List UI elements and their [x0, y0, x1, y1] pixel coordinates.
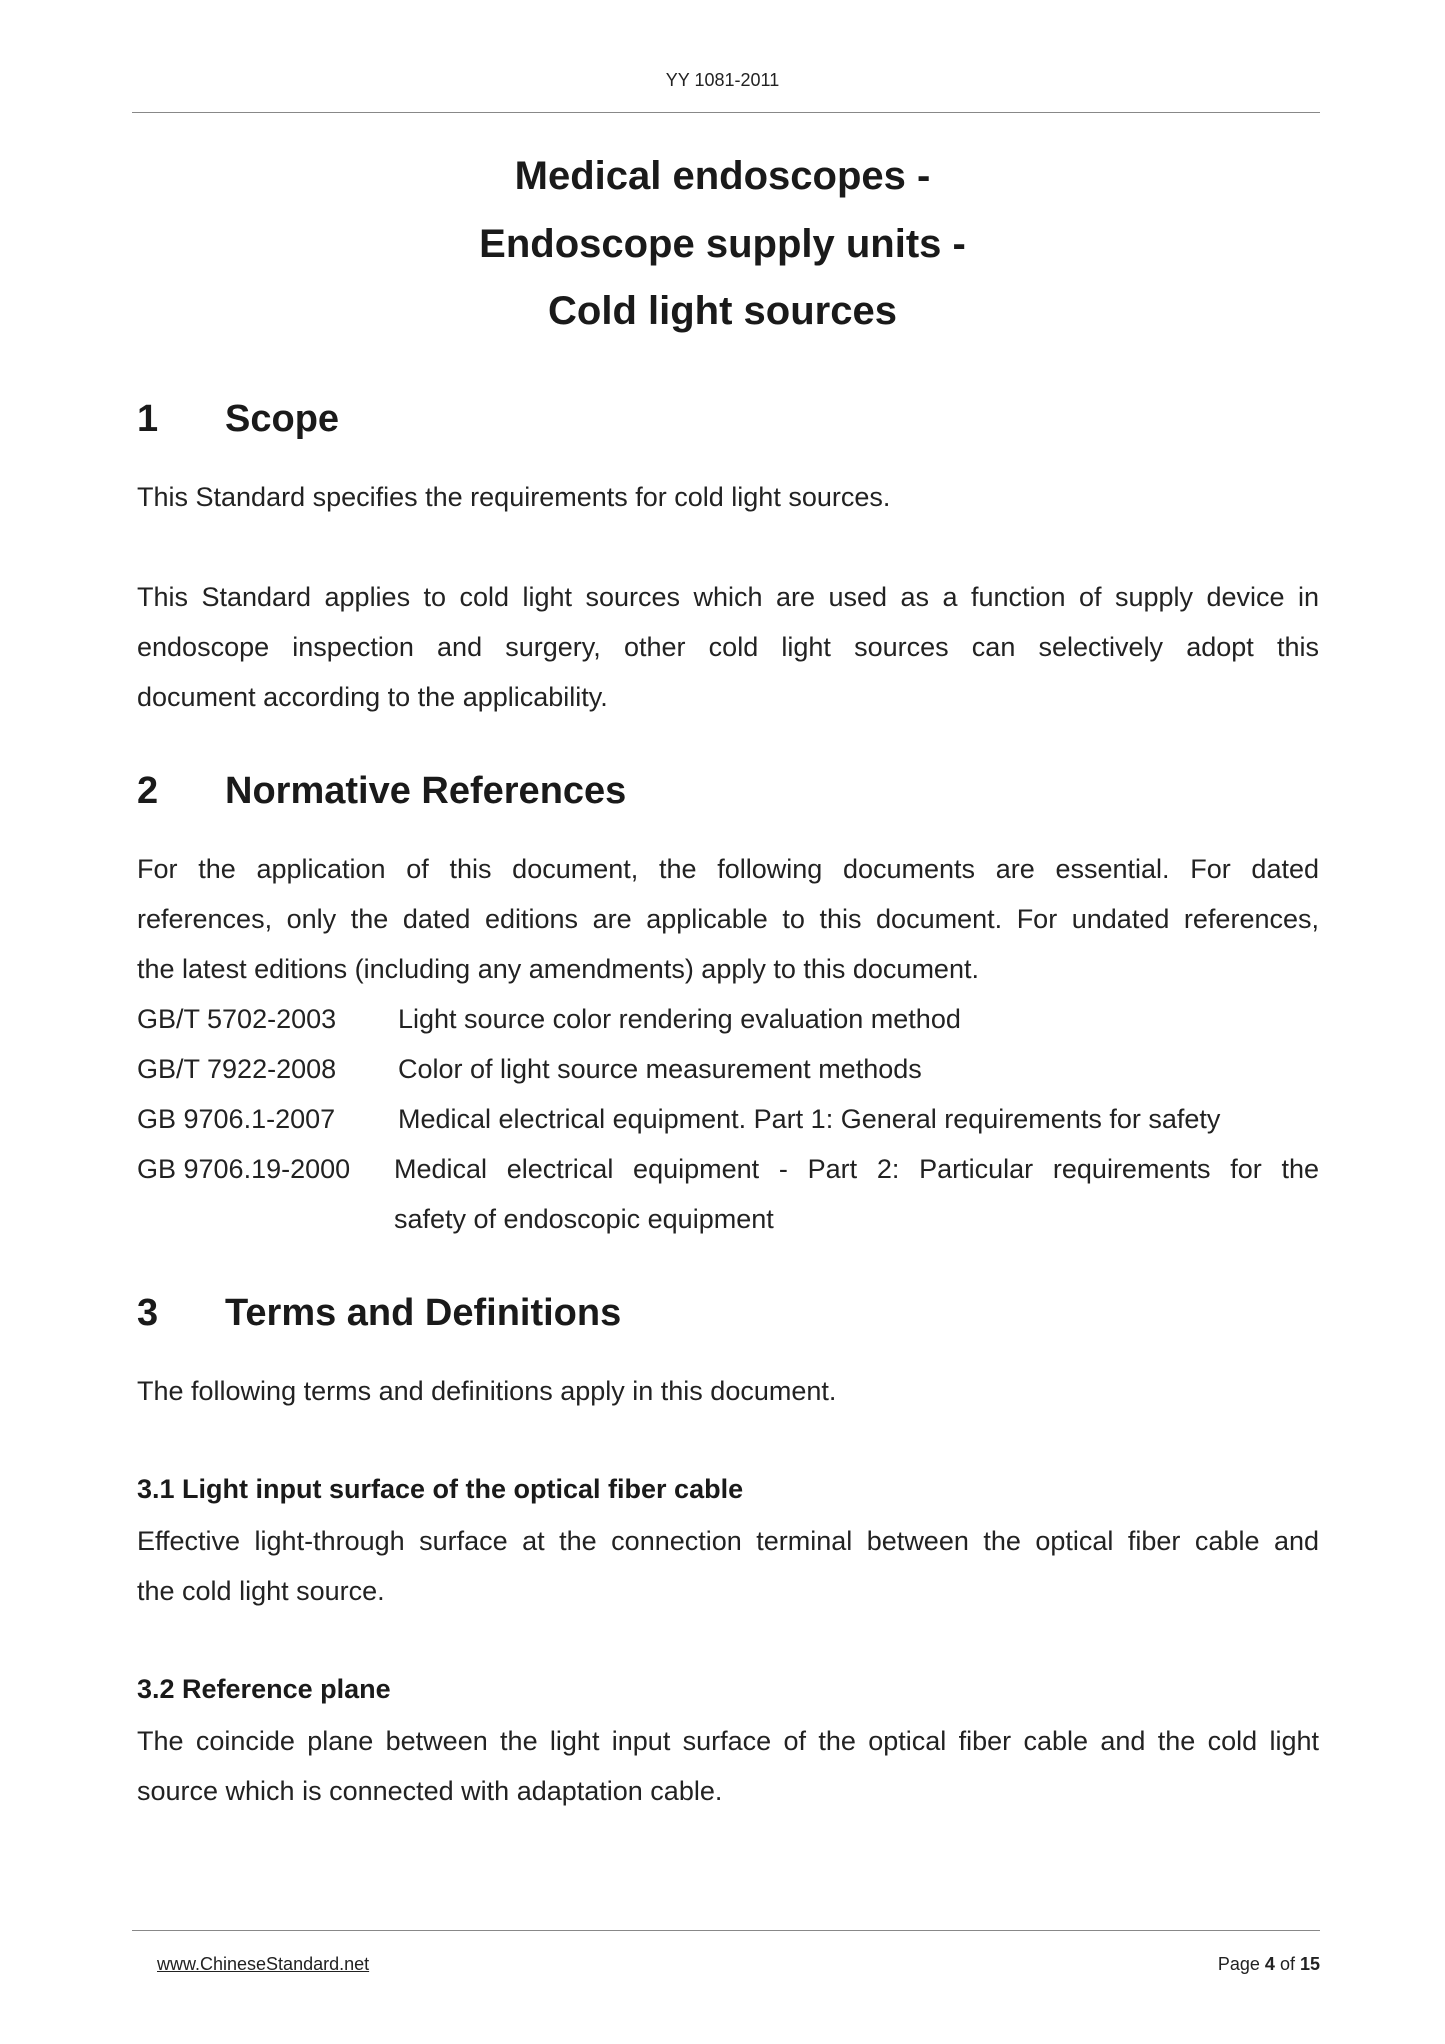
paragraph-line: This Standard applies to cold light sources which are used as a function of supply device in	[137, 582, 1319, 612]
footer-website-link[interactable]: www.ChineseStandard.net	[157, 1954, 370, 1974]
paragraph-line: The coincide plane between the light input surface of the optical fiber cable and the cold light	[137, 1726, 1319, 1756]
section-2-paragraph-1	[137, 844, 1319, 994]
section-2-heading	[137, 770, 626, 813]
section-number: 2	[137, 770, 159, 812]
reference-title: Color of light source measurement methods	[398, 1054, 922, 1084]
section-number: 1	[137, 398, 159, 440]
section-3-paragraph-1: The following terms and definitions apply in this document.	[137, 1376, 837, 1406]
reference-code: GB 9706.19-2000	[137, 1154, 351, 1184]
reference-title: Medical electrical equipment. Part 1: General requirements for safety	[398, 1104, 1221, 1134]
paragraph-line: the cold light source.	[137, 1576, 385, 1606]
paragraph-line: document according to the applicability.	[137, 682, 608, 712]
reference-title-line: safety of endoscopic equipment	[394, 1204, 774, 1234]
doc-title-line-1: Medical endoscopes -	[514, 154, 931, 198]
footer-rule	[132, 1930, 1320, 1931]
section-number: 3	[137, 1292, 159, 1334]
term-3-2-heading: 3.2 Reference plane	[137, 1674, 391, 1704]
reference-title	[394, 1144, 1319, 1244]
doc-title-line-3: Cold light sources	[548, 289, 897, 333]
reference-title: Light source color rendering evaluation method	[398, 1004, 961, 1034]
page-total: 15	[1299, 1954, 1320, 1974]
paragraph-line: endoscope inspection and surgery, other cold light sources can selectively adopt this	[137, 632, 1319, 662]
page-prefix: Page	[1217, 1954, 1260, 1974]
reference-code: GB 9706.1-2007	[137, 1104, 336, 1134]
paragraph-line: For the application of this document, the following documents are essential. For dated	[137, 854, 1319, 884]
section-title: Terms and Definitions	[225, 1292, 622, 1334]
reference-code: GB/T 5702-2003	[137, 1004, 337, 1034]
page-current: 4	[1264, 1954, 1275, 1974]
section-title: Normative References	[225, 770, 627, 812]
section-3-heading	[137, 1292, 621, 1335]
footer-page-indicator	[1218, 1954, 1320, 1975]
term-3-1-definition	[137, 1516, 1319, 1616]
reference-title-line: Medical electrical equipment - Part 2: Particular requirements for the	[394, 1154, 1319, 1184]
paragraph-line: the latest editions (including any amendments) apply to this document.	[137, 954, 979, 984]
doc-title-line-2: Endoscope supply units -	[479, 222, 966, 266]
reference-code: GB/T 7922-2008	[137, 1054, 337, 1084]
section-title: Scope	[225, 398, 340, 440]
section-1-heading	[137, 398, 339, 441]
term-3-2-definition	[137, 1716, 1319, 1816]
section-1-paragraph-1: This Standard specifies the requirements for cold light sources.	[137, 482, 891, 512]
header-code: YY 1081-2011	[665, 70, 780, 90]
section-1-paragraph-2	[137, 572, 1319, 722]
paragraph-line: Effective light-through surface at the connection terminal between the optical fiber cable and	[137, 1526, 1319, 1556]
paragraph-line: source which is connected with adaptation cable.	[137, 1776, 723, 1806]
page-of: of	[1279, 1954, 1295, 1974]
header-rule	[132, 112, 1320, 113]
paragraph-line: references, only the dated editions are applicable to this document. For undated references,	[137, 904, 1319, 934]
term-3-1-heading: 3.1 Light input surface of the optical fiber cable	[137, 1474, 744, 1504]
